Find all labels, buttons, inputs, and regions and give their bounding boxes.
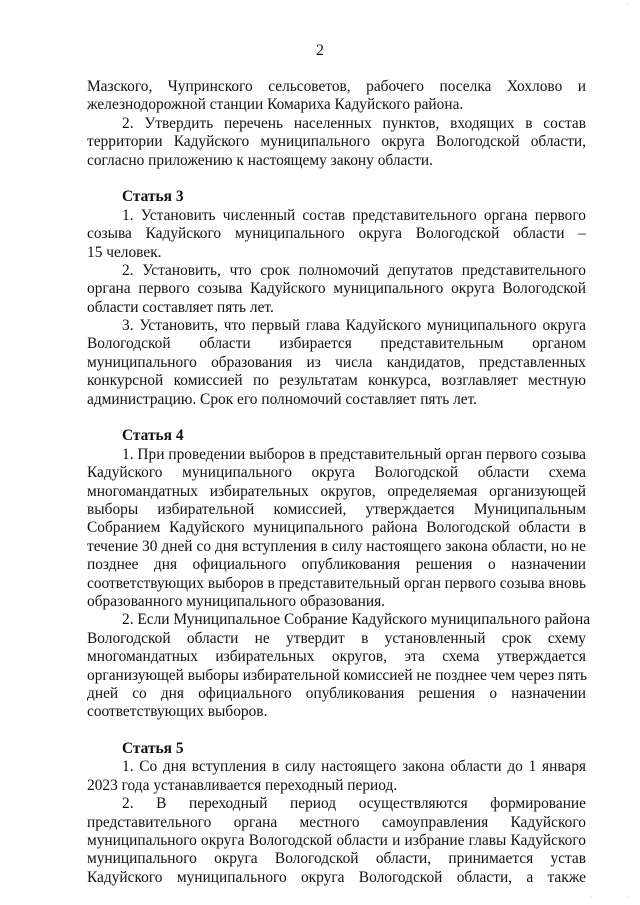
text-line: организующей выборы избирательной комиссией не позднее чем через пять: [87, 666, 588, 684]
text-line: выборы избирательной комиссией, утверждается Муниципальным: [87, 500, 586, 518]
article-heading: Статья 3: [122, 188, 184, 206]
text-line: 2. Утвердить перечень населенных пунктов, входящих в состав: [122, 114, 586, 132]
text-line: муниципального образования из числа кандидатов, представленных: [87, 353, 586, 371]
text-line: дней со дня официального опубликования решения о назначении: [87, 684, 586, 702]
text-line: представительного органа местного самоуправления Кадуйского: [87, 813, 586, 831]
text-line: Кадуйского муниципального округа Вологодской области, а также: [87, 868, 586, 886]
text-line: позднее дня официального опубликования решения о назначении: [87, 556, 586, 574]
text-line: Собранием Кадуйского муниципального района Вологодской области в: [87, 519, 586, 537]
text-line: железнодорожной станции Комариха Кадуйского района.: [87, 96, 464, 114]
text-line: Вологодской области не утвердит в установленный срок схему: [87, 629, 586, 647]
text-line: течение 30 дней со дня вступления в силу настоящего закона области, но не: [87, 537, 586, 555]
text-line: 15 человек.: [87, 243, 162, 261]
text-line: 2. В переходный период осуществляются формирование: [122, 795, 586, 813]
text-line: области составляет пять лет.: [87, 298, 274, 316]
text-line: соответствующих выборов.: [87, 703, 268, 721]
paragraph-gap: [87, 409, 586, 427]
text-line: соответствующих выборов в представительный орган первого созыва вновь: [87, 574, 586, 592]
text-line: администрацию. Срок его полномочий составляет пять лет.: [87, 390, 478, 408]
paragraph-gap: [87, 722, 586, 740]
text-line: Мазского, Чупринского сельсоветов, рабочего поселка Хохлово и: [87, 78, 586, 95]
scan-mark: ·: [590, 894, 592, 900]
text-line: 3. Установить, что первый глава Кадуйского муниципального округа: [122, 317, 586, 335]
text-line: многомандатных избирательных округов, эта схема утверждается: [87, 648, 586, 666]
text-line: 2. Установить, что срок полномочий депутатов представительного: [122, 261, 586, 279]
text-line: образованного муниципального образования.: [87, 592, 385, 610]
text-line: 1. При проведении выборов в представительный орган первого созыва: [122, 445, 586, 463]
text-line: конкурсной комиссией по результатам конкурса, возглавляет местную: [87, 372, 586, 390]
text-line: согласно приложению к настоящему закону области.: [87, 151, 433, 169]
text-line: муниципального округа Вологодской области, принимается устав: [87, 850, 586, 868]
text-line: Вологодской области избирается представительным органом: [87, 335, 586, 353]
text-line: 2. Если Муниципальное Собрание Кадуйского муниципального района: [122, 611, 591, 629]
scan-mark: ·: [626, 894, 628, 900]
text-line: 2023 года устанавливается переходный период.: [87, 776, 398, 794]
article-heading: Статья 4: [122, 427, 184, 445]
text-line: муниципального округа Вологодской области и избрание главы Кадуйского: [87, 832, 586, 850]
text-line: многомандатных избирательных округов, определяемая организующей: [87, 482, 586, 500]
text-line: Кадуйского муниципального округа Вологодской области схема: [87, 464, 586, 482]
text-line: территории Кадуйского муниципального округа Вологодской области,: [87, 133, 586, 151]
article-heading: Статья 5: [122, 740, 184, 758]
document-body: [87, 78, 591, 887]
text-line: созыва Кадуйского муниципального округа Вологодской области –: [87, 225, 586, 243]
scan-mark: ·: [626, 2, 628, 8]
text-line: 1. Со дня вступления в силу настоящего закона области до 1 января: [122, 758, 586, 776]
paragraph-gap: [87, 170, 586, 188]
text-line: 1. Установить численный состав представительного органа первого: [122, 206, 586, 224]
page-number: 2: [316, 42, 324, 59]
text-line: органа первого созыва Кадуйского муниципального округа Вологодской: [87, 280, 586, 298]
